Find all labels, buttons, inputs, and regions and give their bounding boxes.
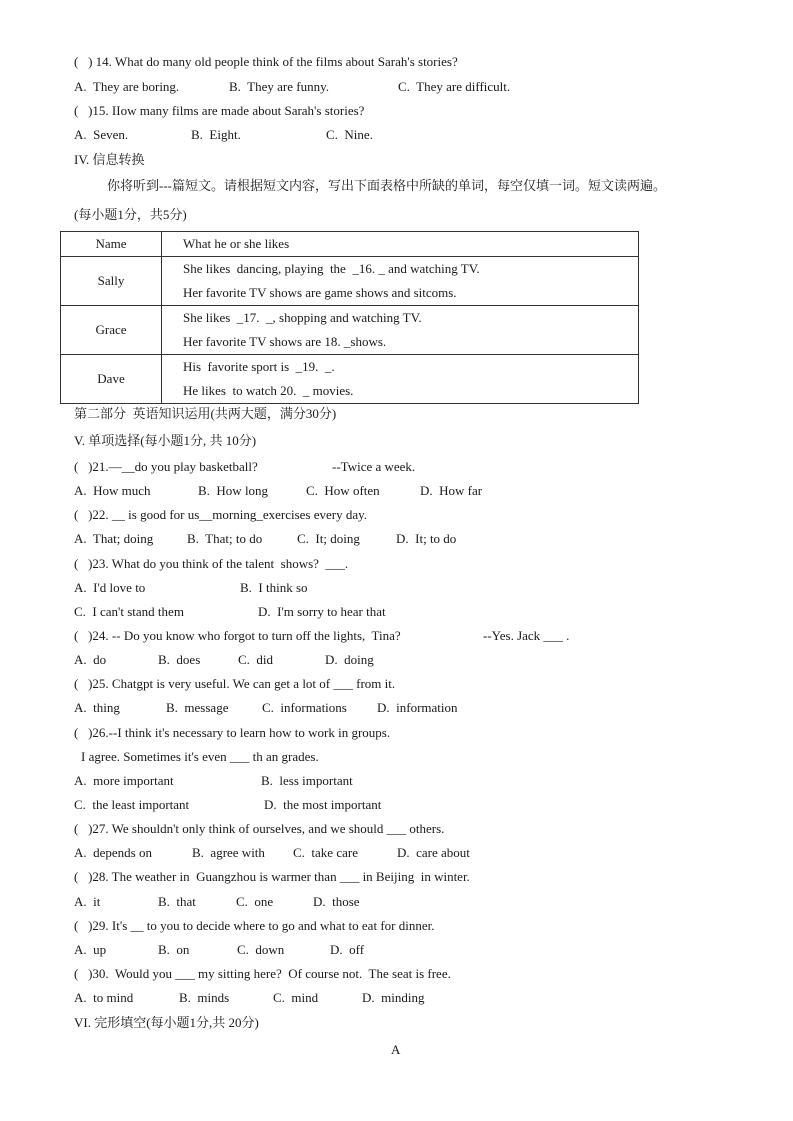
option-14-b: B. They are funny. — [229, 79, 330, 94]
question-24-reply: --Yes. Jack ___ . — [483, 628, 570, 643]
row-line: His favorite sport is _19. _. — [183, 359, 335, 374]
option-24-a: A. do — [74, 652, 107, 667]
section-4-instruction: 你将听到---篇短文。请根据短文内容，写出下面表格中所缺的单词，每空仅填一词。短文读两遍。 — [107, 178, 666, 193]
option-23-b: B. I think so — [240, 580, 308, 595]
option-28-a: A. it — [74, 894, 101, 909]
row-name: Grace — [61, 306, 162, 355]
question-21-stem: ( )21.—__do you play basketball? — [74, 459, 258, 474]
option-23-a: A. I'd love to — [74, 580, 146, 595]
info-table — [60, 231, 639, 404]
option-23-c: C. I can't stand them — [74, 604, 184, 619]
question-21-reply: --Twice a week. — [332, 459, 416, 474]
option-22-d: D. It; to do — [396, 531, 457, 546]
question-26-stem-2: I agree. Sometimes it's even ___ th an grades. — [81, 749, 319, 764]
option-25-c: C. informations — [262, 700, 347, 715]
question-28-stem: ( )28. The weather in Guangzhou is warmer than ___ in Beijing in winter. — [74, 869, 470, 884]
option-30-d: D. minding — [362, 990, 425, 1005]
option-24-d: D. doing — [325, 652, 374, 667]
section-6-title: VI. 完形填空(每小题1分,共 20分) — [74, 1015, 259, 1030]
option-27-a: A. depends on — [74, 845, 152, 860]
question-14-stem: ( ) 14. What do many old people think of the films about Sarah's stories? — [74, 54, 458, 69]
question-26-stem: ( )26.--I think it's necessary to learn how to work in groups. — [74, 725, 391, 740]
option-26-c: C. the least important — [74, 797, 190, 812]
option-27-b: B. agree with — [192, 845, 265, 860]
table-header-row — [61, 232, 639, 257]
section-4-score: (每小题1分，共5分) — [74, 207, 187, 222]
row-likes — [162, 306, 639, 355]
row-likes — [162, 257, 639, 306]
option-30-b: B. minds — [179, 990, 230, 1005]
option-26-b: B. less important — [261, 773, 353, 788]
option-22-b: B. That; to do — [187, 531, 263, 546]
option-25-d: D. information — [377, 700, 458, 715]
passage-label: A — [391, 1042, 401, 1057]
option-29-d: D. off — [330, 942, 365, 957]
section-5-title: V. 单项选择(每小题1分, 共 10分) — [74, 433, 257, 448]
row-name: Dave — [61, 355, 162, 404]
option-21-b: B. How long — [198, 483, 269, 498]
option-28-c: C. one — [236, 894, 274, 909]
option-30-a: A. to mind — [74, 990, 134, 1005]
option-29-b: B. on — [158, 942, 190, 957]
option-30-c: C. mind — [273, 990, 319, 1005]
option-24-c: C. did — [238, 652, 274, 667]
question-25-stem: ( )25. Chatgpt is very useful. We can get a lot of ___ from it. — [74, 676, 396, 691]
option-26-d: D. the most important — [264, 797, 382, 812]
row-line: She likes dancing, playing the _16. _ and watching TV. — [183, 261, 480, 276]
option-21-a: A. How much — [74, 483, 151, 498]
option-25-a: A. thing — [74, 700, 120, 715]
question-30-stem: ( )30. Would you ___ my sitting here? Of course not. The seat is free. — [74, 966, 451, 981]
option-23-d: D. I'm sorry to hear that — [258, 604, 386, 619]
question-15-stem: ( )15. IIow many films are made about Sarah's stories? — [74, 103, 365, 118]
row-line: Her favorite TV shows are 18. _shows. — [183, 334, 387, 349]
option-15-a: A. Seven. — [74, 127, 129, 142]
question-24-stem: ( )24. -- Do you know who forgot to turn off the lights, Tina? — [74, 628, 401, 643]
row-line: Her favorite TV shows are game shows and sitcoms. — [183, 285, 457, 300]
table-row — [61, 257, 639, 306]
question-27-stem: ( )27. We shouldn't only think of ourselves, and we should ___ others. — [74, 821, 445, 836]
question-22-stem: ( )22. __ is good for us__morning_exercises every day. — [74, 507, 368, 522]
row-likes — [162, 355, 639, 404]
option-26-a: A. more important — [74, 773, 174, 788]
table-row — [61, 355, 639, 404]
question-23-stem: ( )23. What do you think of the talent shows? ___. — [74, 556, 349, 571]
option-25-b: B. message — [166, 700, 229, 715]
row-line: He likes to watch 20. _ movies. — [183, 383, 354, 398]
option-27-d: D. care about — [397, 845, 470, 860]
header-likes: What he or she likes — [162, 232, 639, 257]
row-line: She likes _17. _, shopping and watching TV. — [183, 310, 422, 325]
option-22-c: C. It; doing — [297, 531, 360, 546]
option-29-a: A. up — [74, 942, 107, 957]
part-2-title: 第二部分 英语知识运用(共两大题，满分30分) — [74, 406, 337, 421]
option-21-c: C. How often — [306, 483, 380, 498]
row-name: Sally — [61, 257, 162, 306]
table-row — [61, 306, 639, 355]
option-15-b: B. Eight. — [191, 127, 241, 142]
option-27-c: C. take care — [293, 845, 358, 860]
option-14-c: C. They are difficult. — [398, 79, 511, 94]
header-name: Name — [61, 232, 162, 257]
option-22-a: A. That; doing — [74, 531, 154, 546]
section-4-title: IV. 信息转换 — [74, 152, 145, 167]
option-28-b: B. that — [158, 894, 196, 909]
option-15-c: C. Nine. — [326, 127, 373, 142]
option-14-a: A. They are boring. — [74, 79, 180, 94]
option-29-c: C. down — [237, 942, 285, 957]
option-21-d: D. How far — [420, 483, 483, 498]
option-28-d: D. those — [313, 894, 360, 909]
question-29-stem: ( )29. It's __ to you to decide where to go and what to eat for dinner. — [74, 918, 435, 933]
option-24-b: B. does — [158, 652, 201, 667]
